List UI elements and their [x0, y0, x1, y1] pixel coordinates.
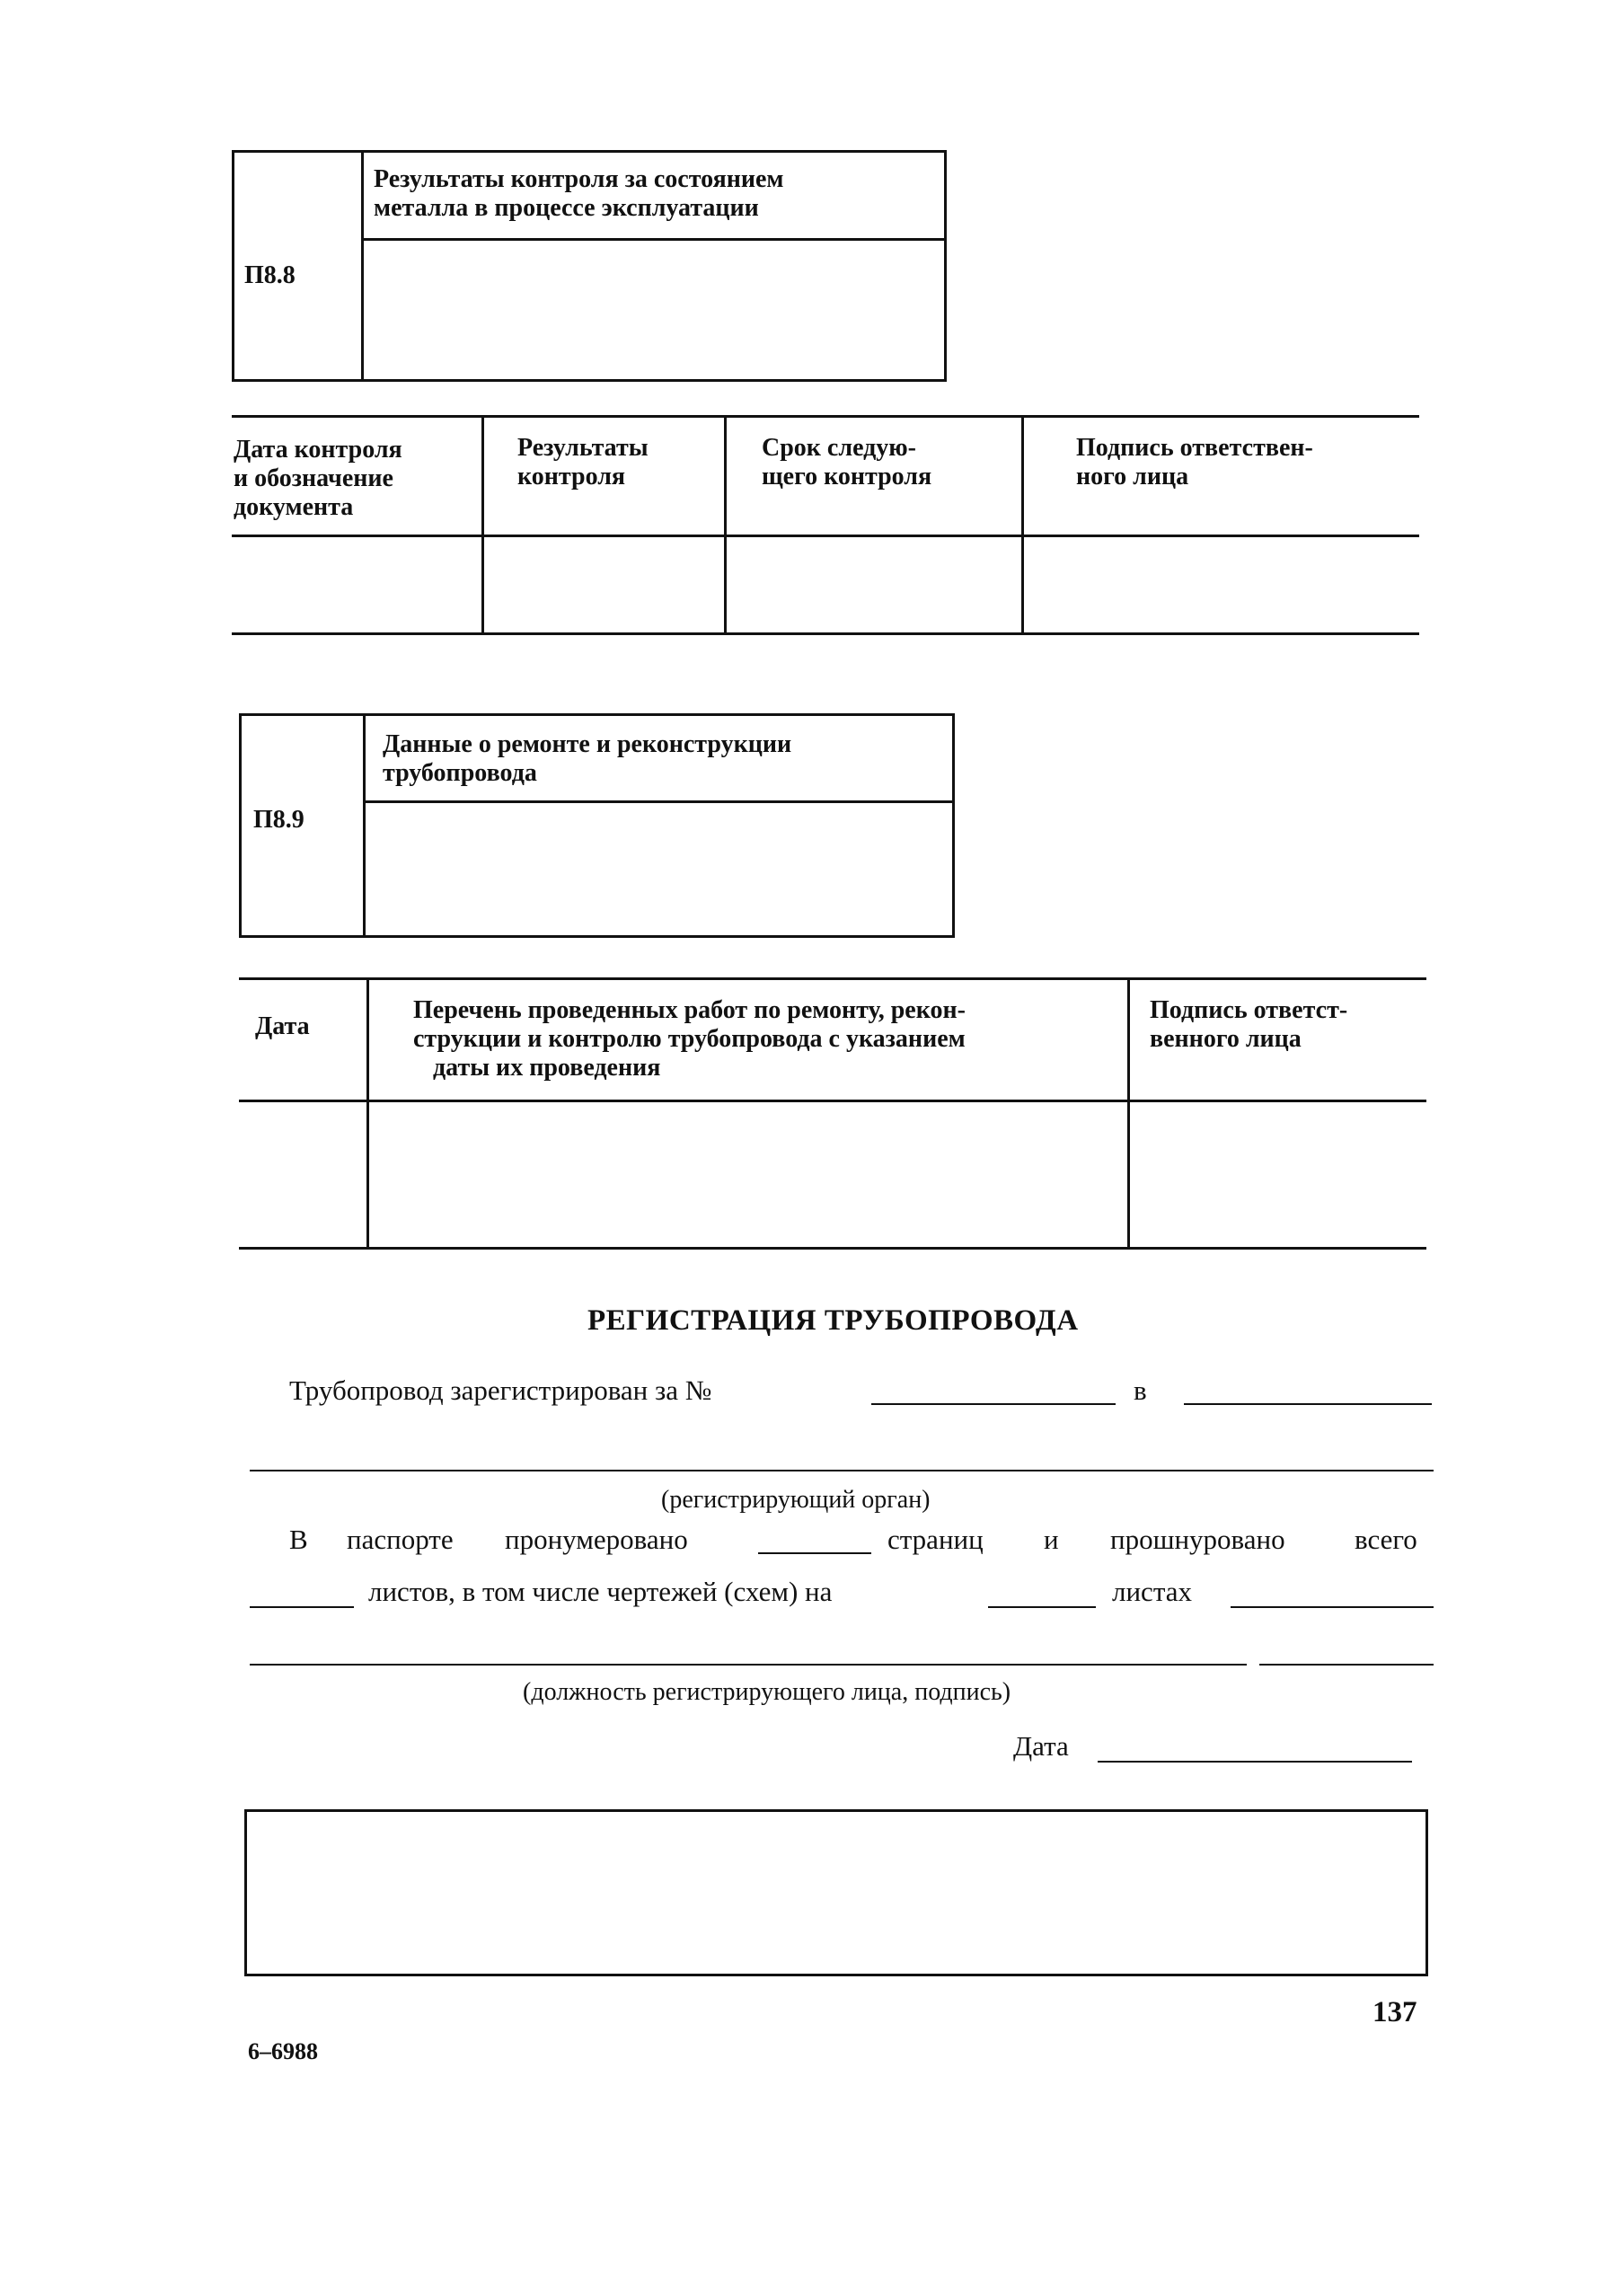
- p88-header-signature-line2: ного лица: [1076, 463, 1189, 490]
- p88-col-divider-1: [481, 415, 484, 632]
- registration-organ-caption: (регистрирующий орган): [661, 1486, 931, 1514]
- p88-header-next-line2: щего контроля: [762, 463, 932, 490]
- p89-table-top: [239, 977, 1426, 980]
- registration-line1-text: Трубопровод зарегистрирован за №: [289, 1374, 712, 1406]
- p89-code-divider: [363, 713, 366, 938]
- p88-title-divider: [361, 238, 947, 241]
- p89-header-works-line2: струкции и контролю трубопровода с указанием: [413, 1025, 966, 1053]
- p89-header-works-line3: даты их проведения: [433, 1054, 661, 1082]
- registration-position-field[interactable]: [250, 1664, 1247, 1666]
- p89-title-divider: [363, 800, 955, 803]
- registration-line3-text: листов, в том числе чертежей (схем) на: [368, 1576, 833, 1607]
- registration-date-field[interactable]: [1098, 1761, 1412, 1763]
- p88-code-divider: [361, 150, 364, 382]
- p89-table-header-bottom: [239, 1100, 1426, 1102]
- registration-line2-w1: В: [289, 1524, 308, 1555]
- registration-line2-w2: паспорте: [347, 1524, 454, 1555]
- p88-header-results-line2: контроля: [517, 463, 626, 490]
- p88-title-line1: Результаты контроля за состоянием: [374, 165, 784, 193]
- registration-signature-field[interactable]: [1259, 1664, 1434, 1666]
- registration-sheets-field[interactable]: [250, 1606, 354, 1608]
- p88-header-date-line2: и обозначение: [234, 464, 393, 492]
- p88-header-results-line1: Результаты: [517, 434, 649, 462]
- p89-header-works-line1: Перечень проведенных работ по ремонту, рекон-: [413, 996, 966, 1024]
- p89-title-line1: Данные о ремонте и реконструкции: [383, 730, 792, 758]
- registration-line2-w3: пронумеровано: [505, 1524, 688, 1555]
- registration-place-field[interactable]: [1184, 1403, 1432, 1405]
- p88-col-divider-3: [1021, 415, 1024, 632]
- p89-title-line2: трубопровода: [383, 759, 537, 787]
- registration-line2-w7: всего: [1355, 1524, 1417, 1555]
- p88-header-next-line1: Срок следую-: [762, 434, 917, 462]
- p88-header-date-line1: Дата контроля: [234, 436, 402, 464]
- registration-line3-sheets: листах: [1112, 1576, 1193, 1607]
- stamp-box: [244, 1809, 1428, 1976]
- registration-number-field[interactable]: [871, 1403, 1116, 1405]
- registration-position-caption: (должность регистрирующего лица, подпись): [523, 1678, 1011, 1706]
- p89-col-divider-2: [1127, 977, 1130, 1247]
- doc-code: 6–6988: [248, 2038, 318, 2064]
- registration-line2-w5: и: [1044, 1524, 1059, 1555]
- p88-code: П8.8: [244, 261, 296, 289]
- registration-in-word: в: [1134, 1374, 1147, 1406]
- registration-drawings-field[interactable]: [988, 1606, 1096, 1608]
- page-number: 137: [1372, 1996, 1417, 2028]
- registration-date-label: Дата: [1013, 1730, 1069, 1762]
- p88-table-bottom: [232, 632, 1419, 635]
- registration-line3-end-field[interactable]: [1231, 1606, 1434, 1608]
- p88-header-signature-line1: Подпись ответствен-: [1076, 434, 1313, 462]
- registration-organ-field[interactable]: [250, 1470, 1434, 1471]
- p89-header-date: Дата: [255, 1012, 310, 1040]
- p89-table-bottom: [239, 1247, 1426, 1250]
- p88-title-line2: металла в процессе эксплуатации: [374, 194, 759, 222]
- p89-code: П8.9: [253, 806, 304, 834]
- p88-header-date-line3: документа: [234, 493, 354, 521]
- registration-heading: РЕГИСТРАЦИЯ ТРУБОПРОВОДА: [587, 1304, 1079, 1337]
- registration-line2-w6: прошнуровано: [1110, 1524, 1285, 1555]
- p88-table-top: [232, 415, 1419, 418]
- p89-col-divider-1: [366, 977, 369, 1247]
- p88-col-divider-2: [724, 415, 727, 632]
- registration-pages-field[interactable]: [758, 1552, 871, 1554]
- p89-header-signature-line1: Подпись ответст-: [1150, 996, 1348, 1024]
- p89-header-signature-line2: венного лица: [1150, 1025, 1302, 1053]
- registration-line2-w4: страниц: [887, 1524, 984, 1555]
- p88-table-header-bottom: [232, 535, 1419, 537]
